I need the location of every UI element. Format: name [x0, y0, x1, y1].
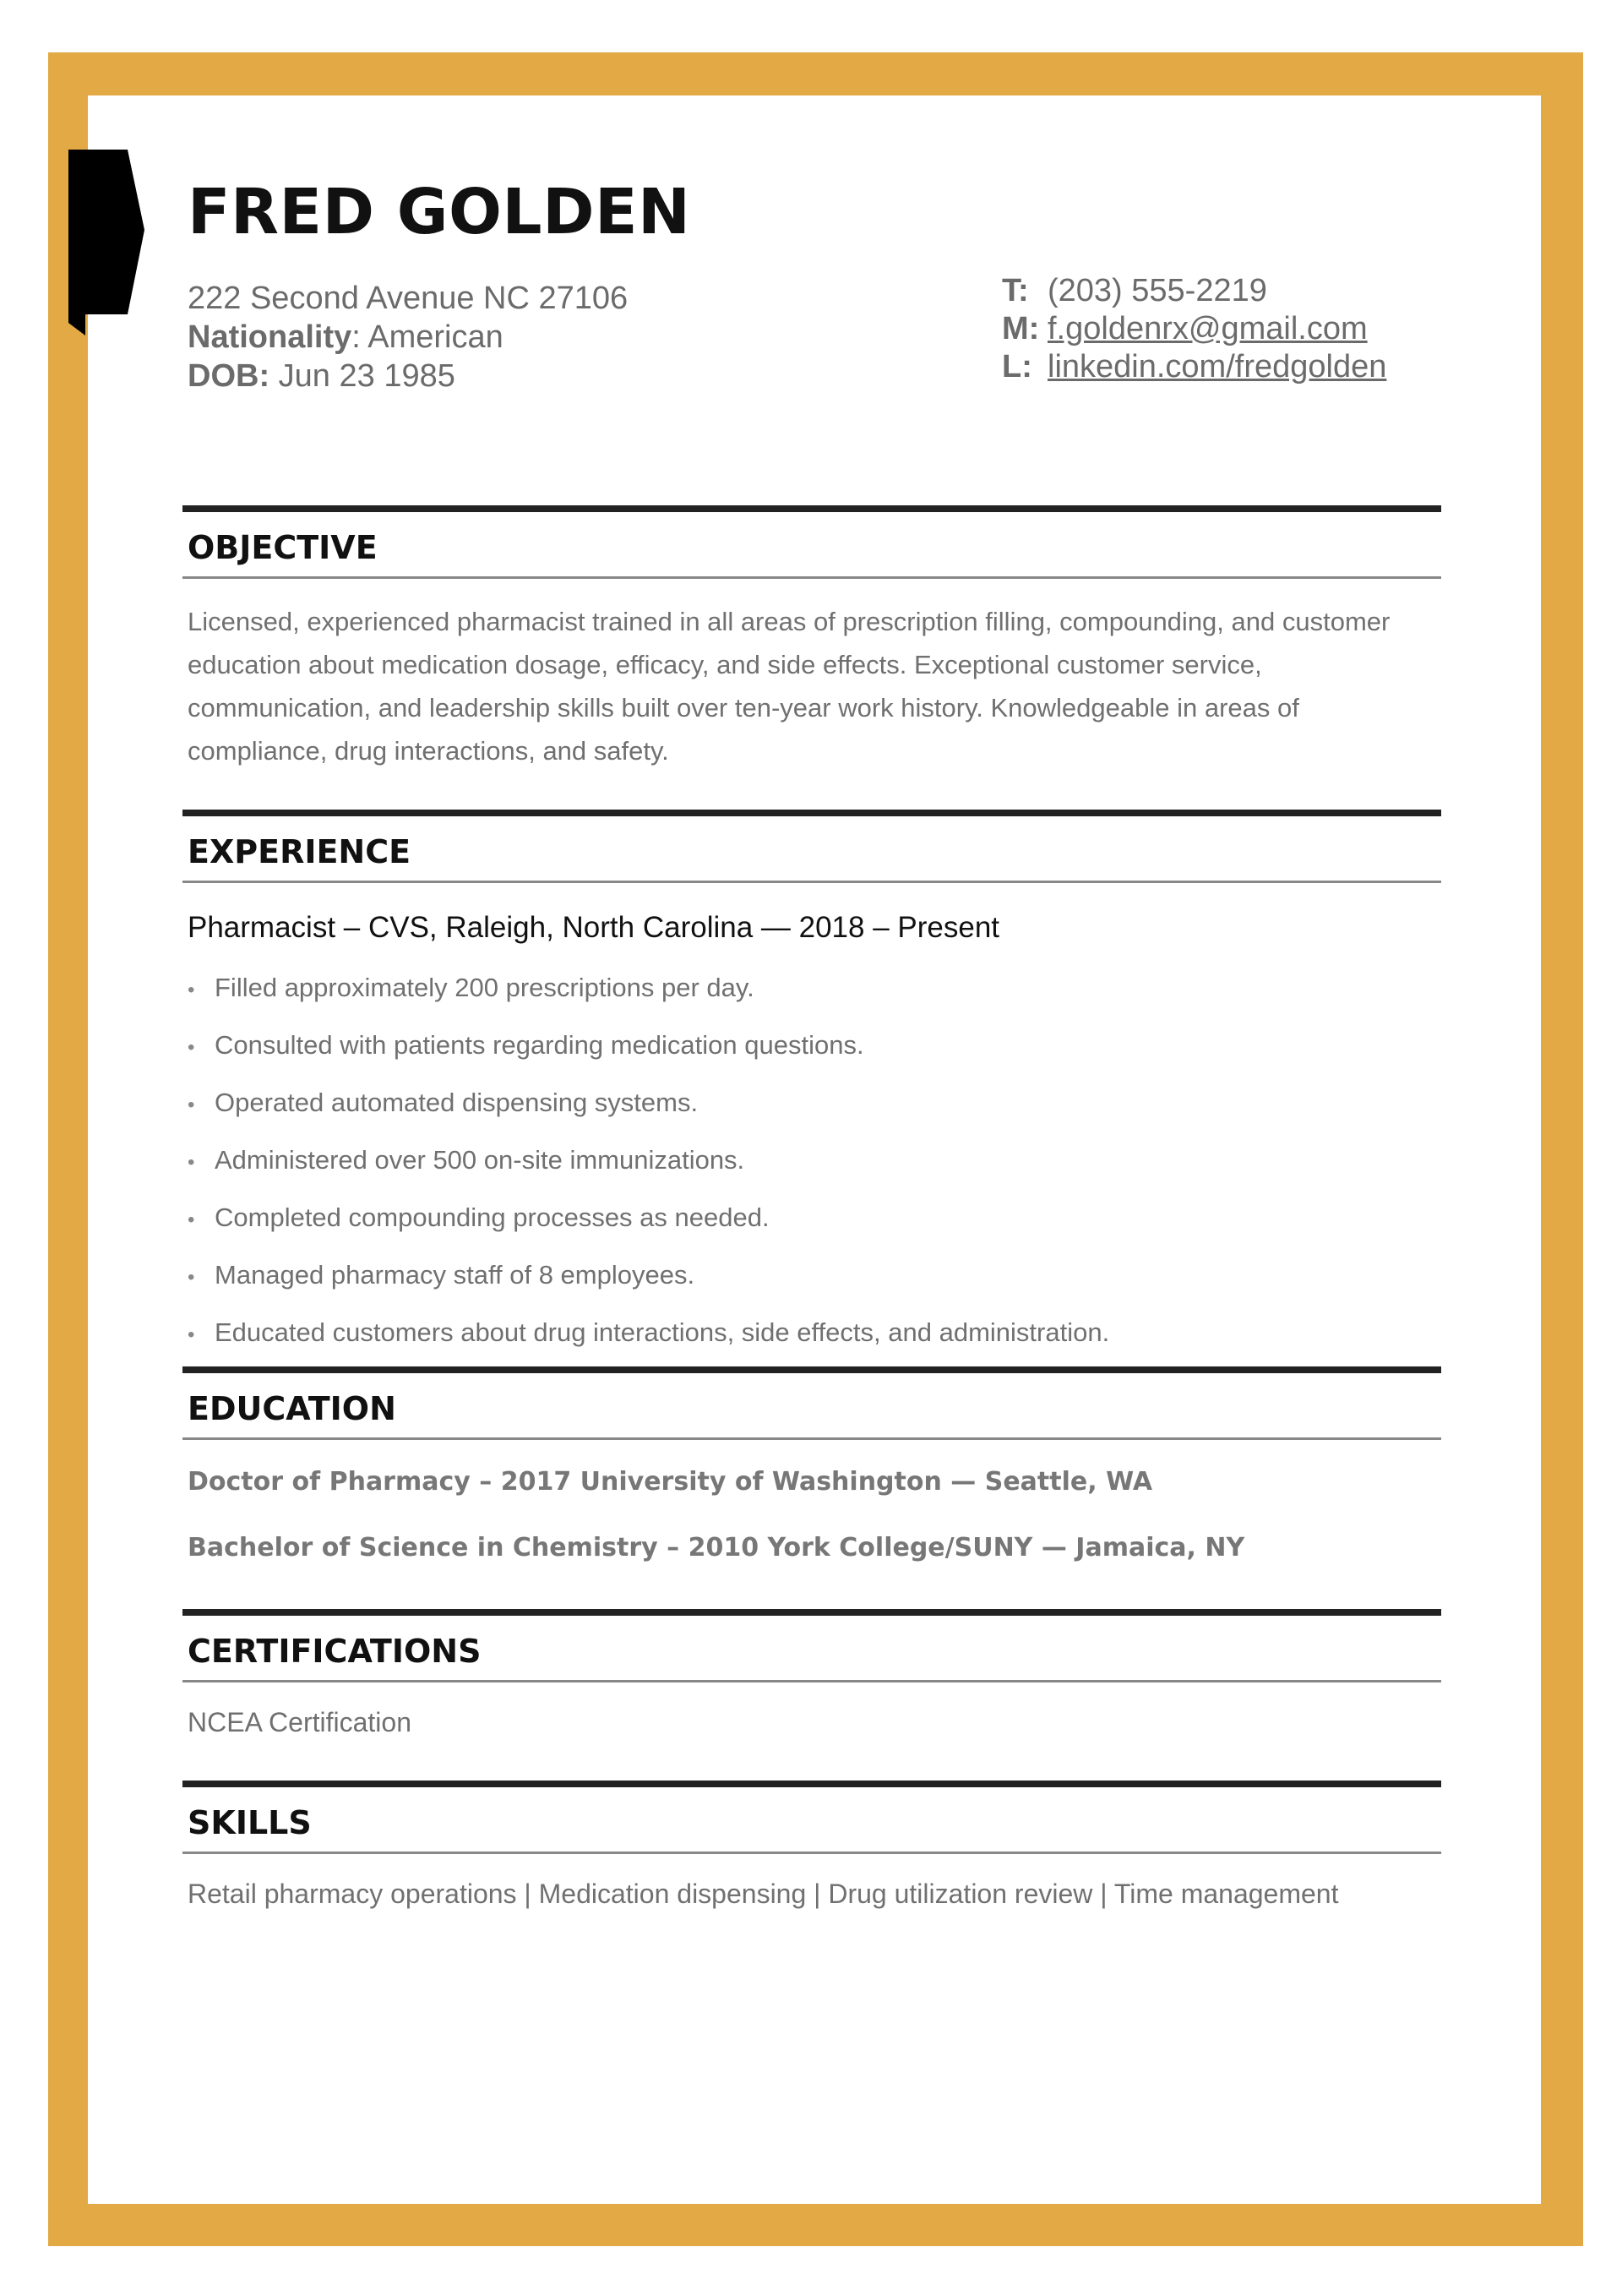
email-link[interactable]: f.goldenrx@gmail.com: [1048, 311, 1368, 346]
section-rule-top: [182, 810, 1441, 816]
section-rule-bottom: [182, 1852, 1441, 1854]
bullet-text: Operated automated dispensing systems.: [215, 1088, 699, 1117]
nationality-value: : American: [351, 319, 503, 355]
bullet-text: Educated customers about drug interactions, side effects, and administration.: [215, 1317, 1110, 1347]
objective-line: Licensed, experienced pharmacist trained in all areas of prescription filling, compounding, and customer: [188, 607, 1391, 636]
header-tab-marker: [68, 150, 144, 335]
objective-section: [182, 505, 1441, 579]
personal-details: [188, 279, 628, 395]
list-item: [188, 960, 1109, 1017]
email-label: M:: [1002, 311, 1040, 346]
dob-value: Jun 23 1985: [269, 358, 455, 394]
bullet-icon: •: [188, 1036, 195, 1059]
objective-text: [188, 600, 1446, 772]
section-rule-top: [182, 1781, 1441, 1787]
phone-value: (203) 555-2219: [1048, 273, 1267, 308]
experience-section: [182, 810, 1441, 883]
bullet-text: Consulted with patients regarding medication questions.: [215, 1030, 864, 1060]
date-of-birth: [188, 357, 628, 395]
bullet-icon: •: [188, 1151, 195, 1174]
education-entry: Bachelor of Science in Chemistry – 2010 York College/SUNY — Jamaica, NY: [188, 1533, 1245, 1562]
bullet-icon: •: [188, 979, 195, 1001]
list-item: [188, 1017, 1109, 1075]
section-heading-experience: EXPERIENCE: [188, 833, 411, 870]
section-heading-certifications: CERTIFICATIONS: [188, 1633, 482, 1670]
list-item: [188, 1132, 1109, 1190]
email: [1002, 310, 1386, 348]
job-title: Pharmacist – CVS, Raleigh, North Carolina — 2018 – Present: [188, 911, 1000, 944]
bullet-icon: •: [188, 1093, 195, 1116]
linkedin-link[interactable]: linkedin.com/fredgolden: [1048, 349, 1387, 384]
section-rule-top: [182, 1366, 1441, 1373]
section-rule-bottom: [182, 881, 1441, 883]
linkedin-label: L:: [1002, 349, 1032, 384]
linkedin: [1002, 348, 1386, 386]
section-heading-objective: OBJECTIVE: [188, 529, 378, 566]
phone: [1002, 272, 1386, 310]
bullet-text: Completed compounding processes as needed.: [215, 1203, 770, 1232]
phone-label: T:: [1002, 273, 1029, 308]
objective-line: compliance, drug interactions, and safety.: [188, 736, 669, 766]
section-heading-skills: SKILLS: [188, 1804, 312, 1841]
bullet-icon: •: [188, 1323, 195, 1346]
list-item: [188, 1190, 1109, 1247]
section-rule-bottom: [182, 1680, 1441, 1682]
certification-item: NCEA Certification: [188, 1707, 411, 1737]
section-rule-bottom: [182, 576, 1441, 579]
address: 222 Second Avenue NC 27106: [188, 281, 629, 316]
list-item: [188, 1305, 1109, 1362]
candidate-name: FRED GOLDEN: [188, 176, 691, 248]
list-item: [188, 1075, 1109, 1132]
bullet-text: Administered over 500 on-site immunizations.: [215, 1145, 745, 1175]
section-rule-top: [182, 1609, 1441, 1616]
objective-line: education about medication dosage, efficacy, and side effects. Exceptional customer service,: [188, 650, 1262, 679]
education-section: [182, 1366, 1441, 1440]
section-heading-education: EDUCATION: [188, 1390, 396, 1427]
objective-line: communication, and leadership skills built over ten-year work history. Knowledgeable in areas of: [188, 693, 1299, 723]
contact-details: [1002, 272, 1386, 386]
nationality-label: Nationality: [188, 319, 352, 355]
nationality: [188, 318, 628, 357]
certifications-section: [182, 1609, 1441, 1682]
section-rule-top: [182, 505, 1441, 512]
bullet-icon: •: [188, 1208, 195, 1231]
bullet-text: Filled approximately 200 prescriptions per day.: [215, 973, 754, 1002]
skills-section: [182, 1781, 1441, 1854]
experience-bullets: [188, 960, 1109, 1362]
skills-list: Retail pharmacy operations | Medication dispensing | Drug utilization review | Time management: [188, 1879, 1339, 1909]
bullet-text: Managed pharmacy staff of 8 employees.: [215, 1260, 695, 1290]
dob-label: DOB:: [188, 358, 270, 394]
bullet-icon: •: [188, 1266, 195, 1289]
list-item: [188, 1247, 1109, 1305]
section-rule-bottom: [182, 1437, 1441, 1440]
education-entry: Doctor of Pharmacy – 2017 University of Washington — Seattle, WA: [188, 1467, 1153, 1497]
